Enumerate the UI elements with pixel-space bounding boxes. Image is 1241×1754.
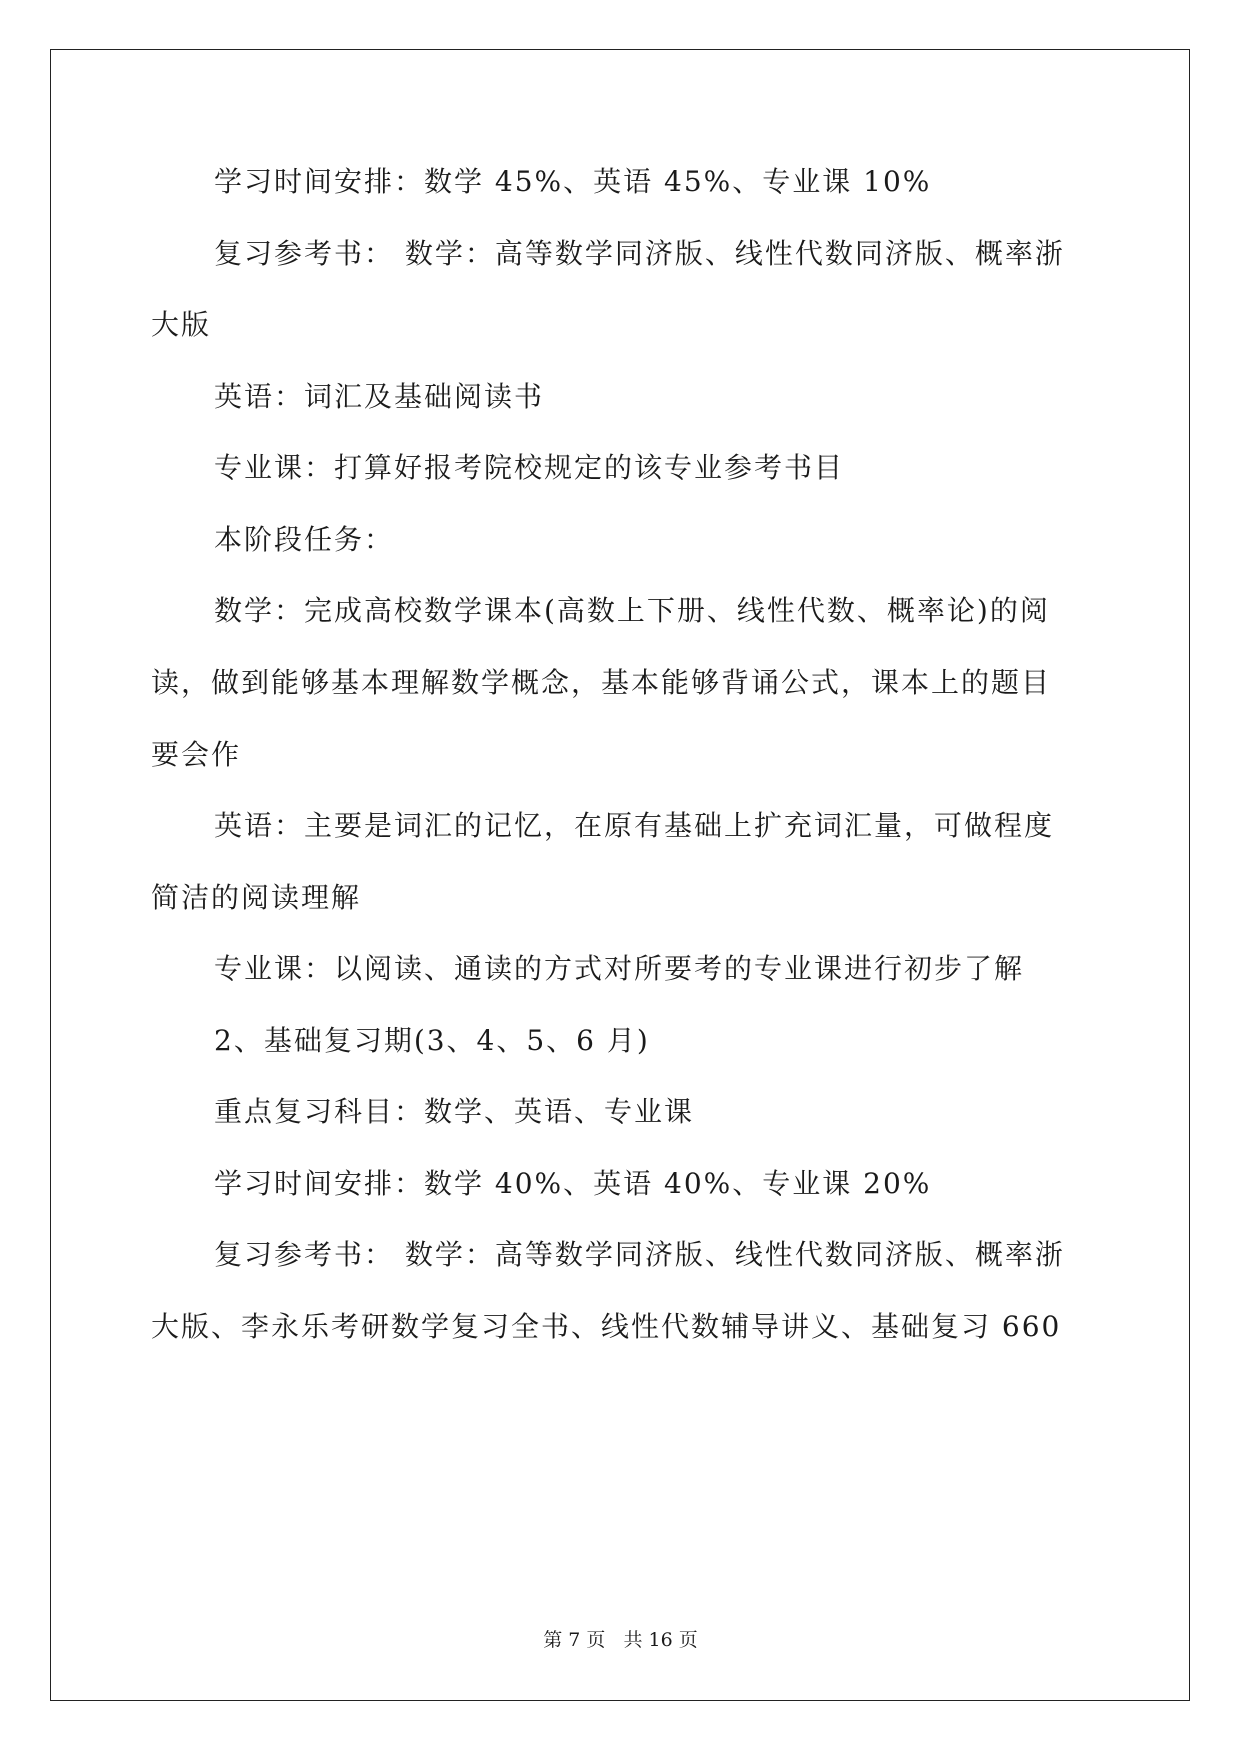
paragraph-line: 学习时间安排：数学 40%、英语 40%、专业课 20% bbox=[214, 1167, 932, 1200]
paragraph-line: 本阶段任务： bbox=[214, 523, 395, 556]
paragraph-line: 英语：主要是词汇的记忆，在原有基础上扩充词汇量，可做程度 bbox=[214, 809, 1055, 842]
paragraph-line: 重点复习科目：数学、英语、专业课 bbox=[214, 1095, 695, 1128]
paragraph-line: 英语：词汇及基础阅读书 bbox=[214, 380, 545, 413]
paragraph-line: 学习时间安排：数学 45%、英语 45%、专业课 10% bbox=[214, 165, 932, 198]
paragraph-line: 读，做到能够基本理解数学概念，基本能够背诵公式，课本上的题目 bbox=[151, 666, 1052, 699]
paragraph-line: 专业课：以阅读、通读的方式对所要考的专业课进行初步了解 bbox=[214, 952, 1025, 985]
paragraph-line: 大版、李永乐考研数学复习全书、线性代数辅导讲义、基础复习 660 bbox=[151, 1310, 1062, 1343]
paragraph-line: 复习参考书： 数学：高等数学同济版、线性代数同济版、概率浙 bbox=[214, 1238, 1065, 1271]
paragraph-line: 大版 bbox=[151, 308, 212, 341]
paragraph-line: 复习参考书： 数学：高等数学同济版、线性代数同济版、概率浙 bbox=[214, 237, 1065, 270]
paragraph-line: 简洁的阅读理解 bbox=[151, 881, 362, 914]
paragraph-line: 要会作 bbox=[151, 738, 242, 771]
page-border bbox=[50, 49, 1190, 1701]
page-number-footer: 第 7 页 共 16 页 bbox=[543, 1629, 698, 1651]
section-heading: 2、基础复习期(3、4、5、6 月) bbox=[214, 1024, 650, 1057]
paragraph-line: 数学：完成高校数学课本(高数上下册、线性代数、概率论)的阅 bbox=[214, 594, 1050, 627]
paragraph-line: 专业课：打算好报考院校规定的该专业参考书目 bbox=[214, 451, 845, 484]
